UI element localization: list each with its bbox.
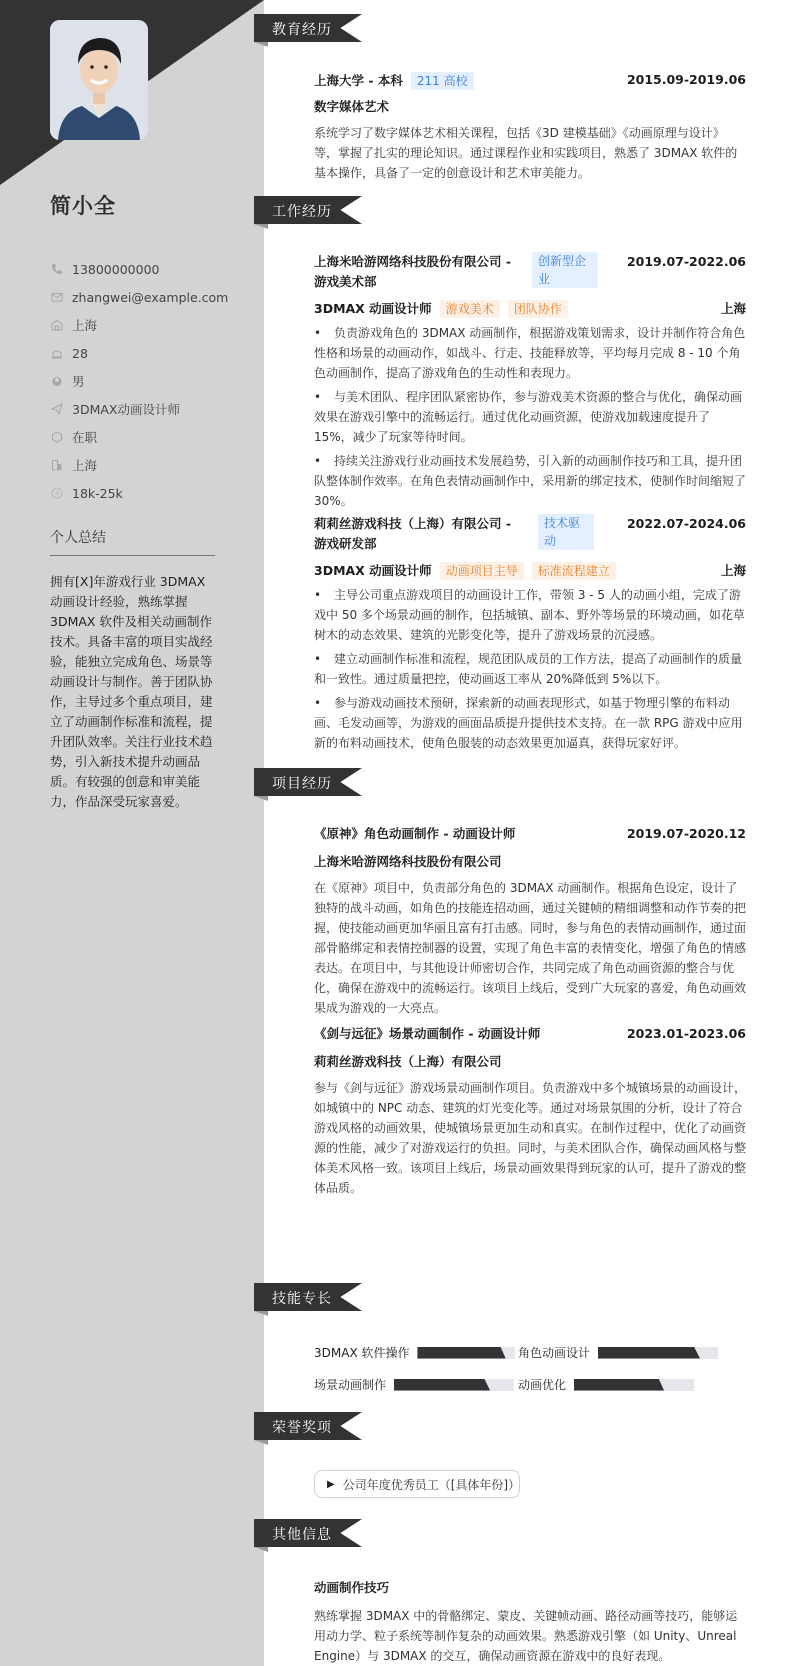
skill-bar	[394, 1379, 514, 1391]
company-badge: 创新型企业	[532, 252, 598, 288]
section-projects	[254, 768, 362, 796]
job-location: 上海	[720, 562, 746, 578]
other-title: 动画制作技巧	[314, 1580, 390, 1595]
education-description: 系统学习了数字媒体艺术相关课程，包括《3D 建模基础》《动画原理与设计》等，掌握了扎实的理论知识。通过课程作业和实践项目，熟悉了 3DMAX 软件的基本操作，具备了一定的创意设计和艺术审美能力。	[314, 126, 738, 180]
contact-status	[50, 423, 228, 451]
major: 数字媒体艺术	[314, 99, 390, 114]
contact-age	[50, 339, 228, 367]
project-title: 《原神》角色动画制作 - 动画设计师	[314, 826, 516, 841]
contact-salary	[50, 479, 228, 507]
summary-title: 个人总结	[50, 527, 215, 556]
work-bullet: • 持续关注游戏行业动画技术发展趋势，引入新的动画制作技巧和工具，提升团队整体制作效率。在角色表情动画制作中，采用新的绑定技术，使制作时间缩短了 30%。	[314, 454, 747, 508]
project-title: 《剑与远征》场景动画制作 - 动画设计师	[314, 1026, 541, 1041]
company-name: 上海米哈游网络科技股份有限公司 - 游戏美术部	[314, 254, 512, 289]
project-company: 上海米哈游网络科技股份有限公司	[314, 854, 502, 869]
section-title: 其他信息	[272, 1527, 332, 1543]
salary-icon	[50, 486, 64, 500]
contact-email	[50, 283, 228, 311]
section-awards	[254, 1412, 362, 1440]
work-bullet: • 与美术团队、程序团队紧密协作，参与游戏美术资源的整合与优化，确保动画效果在游戏引擎中的流畅运行。通过优化动画资源，使游戏加载速度提升了 15%，减少了玩家等待时间。	[314, 390, 743, 444]
education-date: 2015.09-2019.06	[626, 72, 746, 87]
status-value: 在职	[72, 430, 98, 445]
skill-name: 动画优化	[518, 1378, 567, 1392]
city-value: 上海	[72, 458, 98, 473]
home-icon	[50, 318, 64, 332]
company-name: 莉莉丝游戏科技（上海）有限公司 - 游戏研发部	[314, 516, 512, 551]
section-title: 工作经历	[272, 204, 332, 220]
skill-item	[518, 1376, 694, 1393]
skill-name: 角色动画设计	[518, 1346, 591, 1360]
contact-phone	[50, 255, 228, 283]
education-entry	[314, 70, 746, 183]
job-role: 3DMAX 动画设计师	[314, 563, 432, 578]
project-date: 2023.01-2023.06	[626, 1026, 746, 1041]
other-info-entry	[314, 1578, 746, 1666]
section-title: 教育经历	[272, 22, 332, 38]
work-bullet: • 建立动画制作标准和流程，规范团队成员的工作方法，提高了动画制作的质量和一致性。通过质量把控，使动画返工率从 20%降低到 5%以下。	[314, 652, 743, 686]
job-location: 上海	[720, 300, 746, 316]
candidate-name: 简小全	[50, 194, 116, 218]
contact-city	[50, 451, 228, 479]
status-icon	[50, 430, 64, 444]
phone-value: 13800000000	[72, 261, 160, 277]
skill-bar	[417, 1347, 515, 1359]
hometown-value: 上海	[72, 318, 98, 333]
section-title: 技能专长	[272, 1291, 332, 1307]
company-badge: 技术驱动	[538, 514, 594, 550]
contact-list	[50, 255, 228, 507]
skill-bar	[574, 1379, 694, 1391]
section-other	[254, 1519, 362, 1547]
project-description: 在《原神》项目中，负责部分角色的 3DMAX 动画制作。根据角色设定，设计了独特的战斗动画，如角色的技能连招动画，通过关键帧的精细调整和动作节奏的把握，使技能动画更加华丽且富有打击感。同时，参与角色的表情动画制作，通过面部骨骼绑定和表情控制器的设置，实现了角色丰富的表情变化，增强了角色的情感表达。在项目中，与其他设计师密切合作，共同完成了角色动画资源的整合与优化，确保在游戏中的流畅运行。该项目上线后，受到广大玩家的喜爱，角色动画效果成为游戏的一大亮点。	[314, 881, 747, 1015]
job-tag: 标准流程建立	[532, 562, 616, 580]
project-entry	[314, 1024, 746, 1198]
skill-name: 3DMAX 软件操作	[314, 1346, 410, 1360]
job-tag: 团队协作	[508, 300, 568, 318]
age-icon	[50, 346, 64, 360]
email-value: zhangwei@example.com	[72, 289, 229, 305]
gender-value: 男	[72, 374, 85, 389]
section-skills	[254, 1283, 362, 1311]
position-value: 3DMAX动画设计师	[72, 402, 180, 417]
work-bullet: • 参与游戏动画技术预研，探索新的动画表现形式，如基于物理引擎的布料动画、毛发动画等，为游戏的画面品质提升提供技术支持。在一款 RPG 游戏中应用新的布料动画技术，使角色服装的动态效果更加逼真，获得玩家好评。	[314, 696, 743, 750]
age-value: 28	[72, 345, 88, 361]
email-icon	[50, 290, 64, 304]
contact-hometown	[50, 311, 228, 339]
project-description: 参与《剑与远征》游戏场景动画制作项目。负责游戏中多个城镇场景的动画设计，如城镇中的 NPC 动态、建筑的灯光变化等。通过对场景氛围的分析，设计了符合游戏风格的动画效果，使城镇场景更加生动和真实。在制作过程中，优化了动画资源的性能，减少了对游戏运行的负担。同时，与美术团队合作，确保动画风格与整体美术风格一致。该项目上线后，场景动画效果得到玩家的认可，提升了游戏的整体品质。	[314, 1081, 747, 1195]
main-content	[264, 0, 794, 1666]
contact-position	[50, 395, 228, 423]
job-role: 3DMAX 动画设计师	[314, 301, 432, 316]
phone-icon	[50, 262, 64, 276]
other-description: 熟练掌握 3DMAX 中的骨骼绑定、蒙皮、关键帧动画、路径动画等技巧，能够运用动力学、粒子系统等制作复杂的动画效果。熟悉游戏引擎（如 Unity、Unreal Engine）与 3DMAX 的交互，确保动画资源在游戏中的良好表现。	[314, 1609, 738, 1663]
building-icon	[50, 458, 64, 472]
project-company: 莉莉丝游戏科技（上海）有限公司	[314, 1054, 502, 1069]
award-label: 公司年度优秀员工（[具体年份]）	[342, 1477, 521, 1492]
skill-name: 场景动画制作	[314, 1378, 387, 1392]
award-item[interactable]	[314, 1470, 520, 1498]
sidebar	[0, 0, 264, 1666]
school-name: 上海大学 - 本科	[314, 73, 403, 88]
skill-item	[314, 1376, 514, 1393]
school-badge: 211 高校	[411, 72, 474, 90]
gender-icon	[50, 374, 64, 388]
expand-triangle-icon: ▶	[327, 1478, 335, 1490]
job-tag: 游戏美术	[440, 300, 500, 318]
project-entry	[314, 824, 746, 1018]
section-work	[254, 196, 362, 224]
job-tag: 动画项目主导	[440, 562, 524, 580]
skill-item	[518, 1344, 718, 1361]
project-date: 2019.07-2020.12	[626, 826, 746, 841]
salary-value: 18k-25k	[72, 485, 123, 501]
section-title: 荣誉奖项	[272, 1420, 332, 1436]
work-date: 2019.07-2022.06	[626, 254, 746, 269]
send-icon	[50, 402, 64, 416]
work-entry	[314, 514, 746, 753]
work-bullet: • 主导公司重点游戏项目的动画设计工作，带领 3 - 5 人的动画小组，完成了游戏中 50 多个场景动画的制作，包括城镇、副本、野外等场景的环境动画，如花草树木的动态效果、建筑的光影变化等，提升了游戏场景的沉浸感。	[314, 588, 745, 642]
work-bullet: • 负责游戏角色的 3DMAX 动画制作，根据游戏策划需求，设计并制作符合角色性格和场景的动画动作，如战斗、行走、技能释放等，平均每月完成 8 - 10 个角色动画制作，提高了游戏角色的生动性和表现力。	[314, 326, 746, 380]
skill-bar	[598, 1347, 718, 1359]
contact-gender	[50, 367, 228, 395]
skill-item	[314, 1344, 515, 1361]
avatar	[50, 20, 148, 140]
section-title: 项目经历	[272, 776, 332, 792]
work-entry	[314, 252, 746, 511]
summary-text: 拥有[X]年游戏行业 3DMAX 动画设计经验，熟练掌握 3DMAX 软件及相关动画制作技术。具备丰富的项目实战经验，能独立完成角色、场景等动画设计与制作。善于团队协作，主导过多个重点项目，建立了动画制作标准和流程，提升团队效率。关注行业技术趋势，引入新技术提升动画品质。有较强的创意和审美能力，作品深受玩家喜爱。	[50, 574, 213, 809]
section-education	[254, 14, 362, 42]
work-date: 2022.07-2024.06	[626, 516, 746, 531]
